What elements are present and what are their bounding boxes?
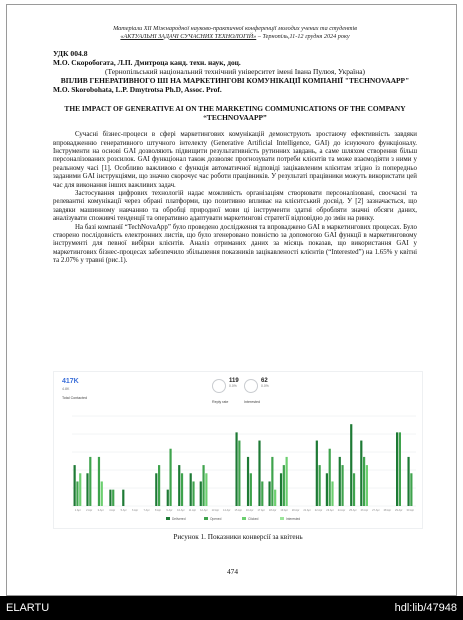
chart-bar: [112, 490, 114, 506]
chart-bar: [329, 449, 331, 506]
chart-bar: [200, 481, 202, 506]
chart-bar: [274, 490, 276, 506]
chart-bar: [280, 473, 282, 506]
figure-caption: Рисунок 1. Показники конверсії за квітень: [173, 533, 303, 541]
x-tick-label: 17 Apr: [257, 509, 265, 512]
chart-bar: [366, 465, 368, 506]
x-tick-label: 10 Apr: [177, 509, 185, 512]
chart-bar: [350, 424, 352, 506]
chart-bar: [79, 473, 81, 506]
conference-name: «АКТУАЛЬНІ ЗАДАЧІ СУЧАСНИХ ТЕХНОЛОГІЙ»: [120, 32, 257, 40]
x-tick-label: 13 Apr: [211, 509, 220, 512]
footer-repository: ELARTU: [6, 602, 50, 614]
chart-bar: [396, 432, 398, 506]
chart-bar: [101, 481, 103, 506]
x-tick-label: 7 Apr: [143, 509, 150, 512]
chart-bar: [155, 473, 157, 506]
x-tick-label: 16 Apr: [245, 509, 254, 512]
title-en: THE IMPACT OF GENERATIVE AI ON THE MARKETING COMMUNICATIONS OF THE COMPANY “TECHNOVAAPP”: [64, 104, 406, 123]
chart-bar: [192, 481, 194, 506]
legend-label: Interested: [286, 517, 301, 521]
paragraph-3: На базі компанії “TechNovaApp” було проведено дослідження та впроваджено GAI в маркетингових процесах. Було створено послідовність електронних листів, що було згенеровано повністю за допомогою GAI функції в маркетинговому інструменті для певної вибірки клієнтів. Аналіз отриманих даних за місяць показав, що використання GAI у маркетингових бізнес-процесах забезпечило збільшення показників зацікавленості клієнтів (“Interested”) на 1.65% у квітні та 2.07% у травні (рис.1).: [53, 223, 417, 265]
paper-page: [6, 4, 457, 596]
conference-header-line2: [53, 33, 417, 41]
paragraph-2: Застосування цифрових технологій надає можливість організаціям створювати персоналізовані, своєчасні та релевантні комунікації через обрані платформи, що позитивно впливає на клієнтський досвід. У [2] зазначається, що завдяки машинному навчанню та обробці природної мови ці інструменти здатні обробляти значні обсяги даних, аналізувати споживчі тенденції та оперативно адаптувати маркетингові стратегії відповідно до змін на ринку.: [53, 190, 417, 223]
chart-bar: [190, 473, 192, 506]
legend-swatch: [166, 517, 170, 520]
x-tick-label: 24 Apr: [337, 509, 346, 512]
chart-bar: [283, 465, 285, 506]
conference-header-line1: Матеріали ХІІ Міжнародної науково-практичної конференції молодих учених та студентів: [113, 25, 357, 32]
chart-bar: [158, 465, 160, 506]
chart-bar: [76, 481, 78, 506]
x-tick-label: 1 Apr: [74, 509, 81, 512]
legend-swatch: [280, 517, 284, 520]
x-tick-label: 5 Apr: [120, 509, 127, 512]
affiliation: (Тернопільський національний технічний університет імені Івана Пулюя, Україна): [105, 67, 365, 77]
x-tick-label: 9 Apr: [166, 509, 173, 512]
chart-bar: [109, 490, 111, 506]
interested-ring-icon: [244, 379, 258, 393]
x-tick-label: 18 Apr: [268, 509, 277, 512]
chart-bar: [339, 457, 341, 506]
chart-bar: [178, 465, 180, 506]
legend-swatch: [242, 517, 246, 520]
x-tick-label: 20 Apr: [291, 509, 300, 512]
x-tick-label: 15 Apr: [234, 509, 243, 512]
chart-bar: [89, 457, 91, 506]
x-tick-label: 3 Apr: [97, 509, 104, 512]
stat-interested-value: 62: [261, 378, 268, 384]
x-tick-label: 25 Apr: [349, 509, 357, 512]
legend-swatch: [204, 517, 208, 520]
reply-ring-icon: [212, 379, 226, 393]
x-tick-label: 19 Apr: [280, 509, 288, 512]
x-tick-label: 26 Apr: [360, 509, 369, 512]
footer-bar: [0, 596, 463, 620]
x-tick-label: 2 Apr: [86, 509, 93, 512]
conversion-chart: [53, 371, 423, 529]
stat-interested-label: Interested: [244, 400, 260, 404]
stat-total: [62, 378, 87, 400]
stat-interested-sub: 0.0%: [261, 384, 269, 388]
chart-bar: [250, 473, 252, 506]
chart-bar: [258, 441, 260, 506]
x-tick-label: 8 Apr: [154, 509, 162, 512]
chart-bar: [167, 490, 169, 506]
paragraph-1: Сучасні бізнес-процеси в сфері маркетингових комунікацій демонструють зростаючу ефективність завдяки впровадженню генеративного штучного інтелекту (Generative Artificial Intelligence, GAI) до існуючого функціоналу. Інструменти на основі GAI дозволяють підвищити результативність рутинних завдань, а саме шляхом створення більш персоналізованих розсилок. GAI функціонал також дозволяє прогнозувати потреби клієнтів та може взаємодіяти з ними у реальному часі [1]. Особливо важливою є функція автоматичної відповіді зацікавленим клієнтам згідно із попередньо заданими GAI інструкціями, що значно скорочує час роботи працівників. У результаті працівники можуть використати цей час для виконання інших важливих задач.: [53, 131, 417, 189]
x-tick-label: 11 Apr: [188, 509, 197, 512]
chart-bar: [238, 441, 240, 506]
page-content: [53, 25, 417, 266]
authors-ua: М.О. Скоробогата, Л.П. Дмитроца канд. техн. наук, доц.: [53, 58, 241, 68]
conference-date: – Тернопіль,11-12 грудня 2024 року: [256, 32, 350, 40]
x-tick-label: 28 Apr: [383, 509, 392, 512]
stat-reply: [212, 378, 239, 404]
chart-bar: [247, 457, 249, 506]
page-number: 474: [226, 567, 239, 576]
chart-bar: [326, 473, 328, 506]
authors-en: M.O. Skorobohata, L.P. Dmytrotsa Ph.D, Assoc. Prof.: [53, 85, 222, 95]
chart-bar: [268, 481, 270, 506]
legend-label: Opened: [210, 517, 222, 521]
bar-chart-svg: [54, 372, 422, 528]
chart-bar: [235, 432, 237, 506]
chart-bar: [169, 449, 171, 506]
stat-interested: [244, 378, 269, 404]
chart-bar: [331, 481, 333, 506]
legend-label: Delivered: [172, 517, 186, 521]
x-tick-label: 14 Apr: [223, 509, 231, 512]
chart-bar: [399, 432, 401, 506]
chart-bar: [205, 473, 207, 506]
chart-bar: [353, 473, 355, 506]
chart-bar: [261, 481, 263, 506]
title-ua: ВПЛИВ ГЕНЕРАТИВНОГО ШІ НА МАРКЕТИНГОВІ КОМУНІКАЦІЇ КОМПАНІЇ "TECHNOVAAPP": [60, 76, 410, 86]
chart-bar: [286, 457, 288, 506]
chart-bar: [363, 457, 365, 506]
stat-reply-value: 119: [229, 378, 239, 384]
stat-total-label: Total Contacted: [62, 396, 87, 400]
stat-reply-sub: 0.0%: [229, 384, 237, 388]
x-tick-label: 21 Apr: [303, 509, 311, 512]
chart-bar: [407, 457, 409, 506]
x-tick-label: 6 Apr: [132, 509, 139, 512]
x-tick-label: 12 Apr: [200, 509, 208, 512]
chart-bar: [86, 473, 88, 506]
chart-bar: [316, 441, 318, 506]
chart-bar: [181, 473, 183, 506]
chart-bar: [341, 465, 343, 506]
x-tick-label: 23 Apr: [326, 509, 334, 512]
chart-bar: [202, 465, 204, 506]
udk-code: УДК 004.8: [53, 49, 88, 59]
legend-label: Clicked: [248, 517, 259, 521]
chart-bar: [122, 490, 124, 506]
stat-total-value: 417K: [62, 378, 79, 385]
footer-handle[interactable]: hdl:lib/47948: [394, 602, 457, 614]
chart-bar: [319, 465, 321, 506]
x-tick-label: 22 Apr: [314, 509, 323, 512]
chart-bar: [410, 473, 412, 506]
x-tick-label: 4 Apr: [109, 509, 116, 512]
chart-bar: [74, 465, 76, 506]
conference-header: [53, 25, 417, 40]
chart-bar: [360, 441, 362, 506]
x-tick-label: 30 Apr: [406, 509, 415, 512]
x-tick-label: 27 Apr: [372, 509, 380, 512]
x-tick-label: 29 Apr: [395, 509, 403, 512]
stat-total-sub: 4.8K: [62, 387, 70, 391]
chart-bar: [271, 457, 273, 506]
chart-bar: [98, 457, 100, 506]
stat-reply-label: Reply rate: [212, 400, 229, 404]
